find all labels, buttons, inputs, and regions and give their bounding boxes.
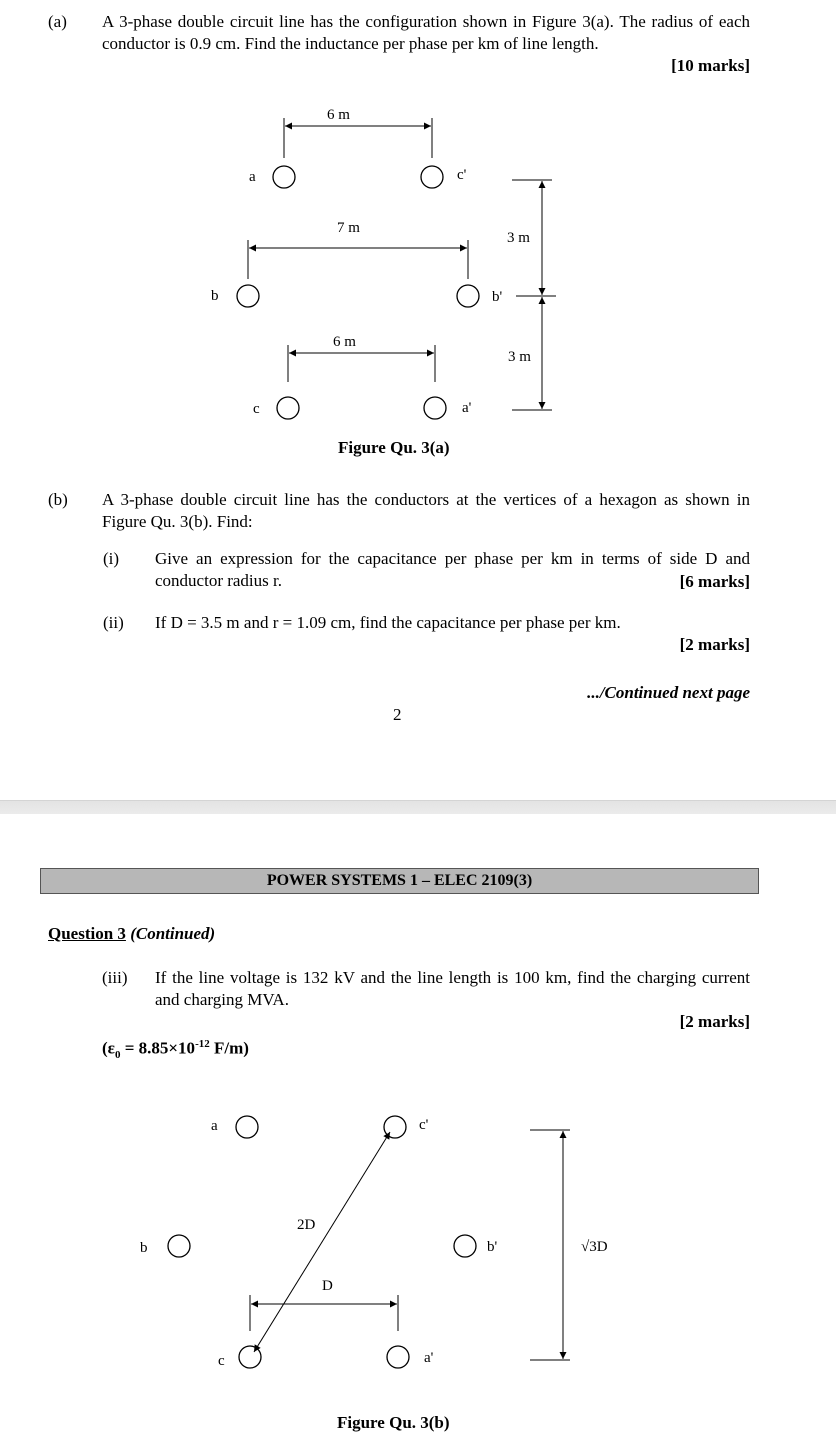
label-b: b: [140, 1240, 148, 1256]
part-b-label: (b): [48, 490, 68, 509]
label-c: c: [218, 1353, 225, 1369]
label-b: b: [211, 288, 219, 304]
part-a-text: A 3-phase double circuit line has the configuration shown in Figure 3(a). The radius of each conductor is 0.9 cm. Find the inductance per phase per km of line length.: [102, 12, 750, 53]
conductor-a: [273, 166, 295, 188]
page-separator: [0, 800, 836, 815]
vert-label-upper: 3 m: [507, 230, 530, 246]
page-2: [0, 814, 836, 1444]
label-a-prime: a': [462, 400, 472, 416]
sub-ii-text: If D = 3.5 m and r = 1.09 cm, find the capacitance per phase per km.: [155, 613, 621, 632]
conductor-a-prime: [387, 1346, 409, 1368]
label-c-prime: c': [457, 167, 467, 183]
sub-iii-text: If the line voltage is 132 kV and the line length is 100 km, find the charging current and charging MVA.: [155, 968, 750, 1009]
page-header: POWER SYSTEMS 1 – ELEC 2109(3): [40, 868, 759, 894]
conductor-b-prime: [454, 1235, 476, 1257]
conductor-c: [277, 397, 299, 419]
dim-label-top: 6 m: [327, 107, 350, 123]
sub-iii-label: (iii): [102, 968, 128, 987]
conductor-b-prime: [457, 285, 479, 307]
sub-ii-label: (ii): [103, 613, 124, 632]
dim-arrow-2d: [254, 1132, 390, 1352]
dim-label-height: √3D: [581, 1239, 608, 1255]
vert-label-lower: 3 m: [508, 349, 531, 365]
conductor-a: [236, 1116, 258, 1138]
label-b-prime: b': [492, 289, 503, 305]
figure-3a-caption: Figure Qu. 3(a): [338, 438, 450, 457]
label-a: a: [249, 169, 256, 185]
eps-open: (ε: [102, 1038, 115, 1058]
part-b-text: A 3-phase double circuit line has the conductors at the vertices of a hexagon as shown in Figure Qu. 3(b). Find:: [102, 490, 750, 531]
page-number: 2: [393, 705, 402, 724]
part-a-marks: [10 marks]: [671, 56, 750, 75]
conductor-c-prime: [421, 166, 443, 188]
part-a-label: (a): [48, 12, 67, 31]
sub-i-text: Give an expression for the capacitance per phase per km in terms of side D and conductor radius r.: [155, 549, 750, 590]
figure-3b-diagram: [0, 814, 836, 1444]
eps-close: F/m): [209, 1038, 249, 1058]
continued-note: .../Continued next page: [587, 683, 750, 702]
label-c-prime: c': [419, 1117, 429, 1133]
dim-label-d: D: [322, 1278, 333, 1294]
conductor-b: [168, 1235, 190, 1257]
dim-label-mid: 7 m: [337, 220, 360, 236]
conductor-a-prime: [424, 397, 446, 419]
dim-label-bot: 6 m: [333, 334, 356, 350]
conductor-c-prime: [384, 1116, 406, 1138]
sub-ii-marks: [2 marks]: [679, 635, 750, 654]
question-continued: (Continued): [130, 924, 216, 943]
eps-mid: = 8.85×10: [120, 1038, 196, 1058]
sub-iii-marks: [2 marks]: [679, 1012, 750, 1031]
label-a: a: [211, 1118, 218, 1134]
conductor-b: [237, 285, 259, 307]
sub-i-marks: [6 marks]: [679, 572, 750, 591]
eps-sub: 0: [114, 1049, 121, 1062]
label-a-prime: a': [424, 1350, 434, 1366]
sub-i-label: (i): [103, 549, 120, 568]
question-title: Question 3: [48, 924, 126, 943]
eps-sup: -12: [195, 1038, 210, 1050]
label-b-prime: b': [487, 1239, 498, 1255]
conductor-c: [239, 1346, 261, 1368]
figure-3b-caption: Figure Qu. 3(b): [337, 1413, 450, 1432]
label-c: c: [253, 401, 260, 417]
dim-label-2d: 2D: [297, 1217, 316, 1233]
